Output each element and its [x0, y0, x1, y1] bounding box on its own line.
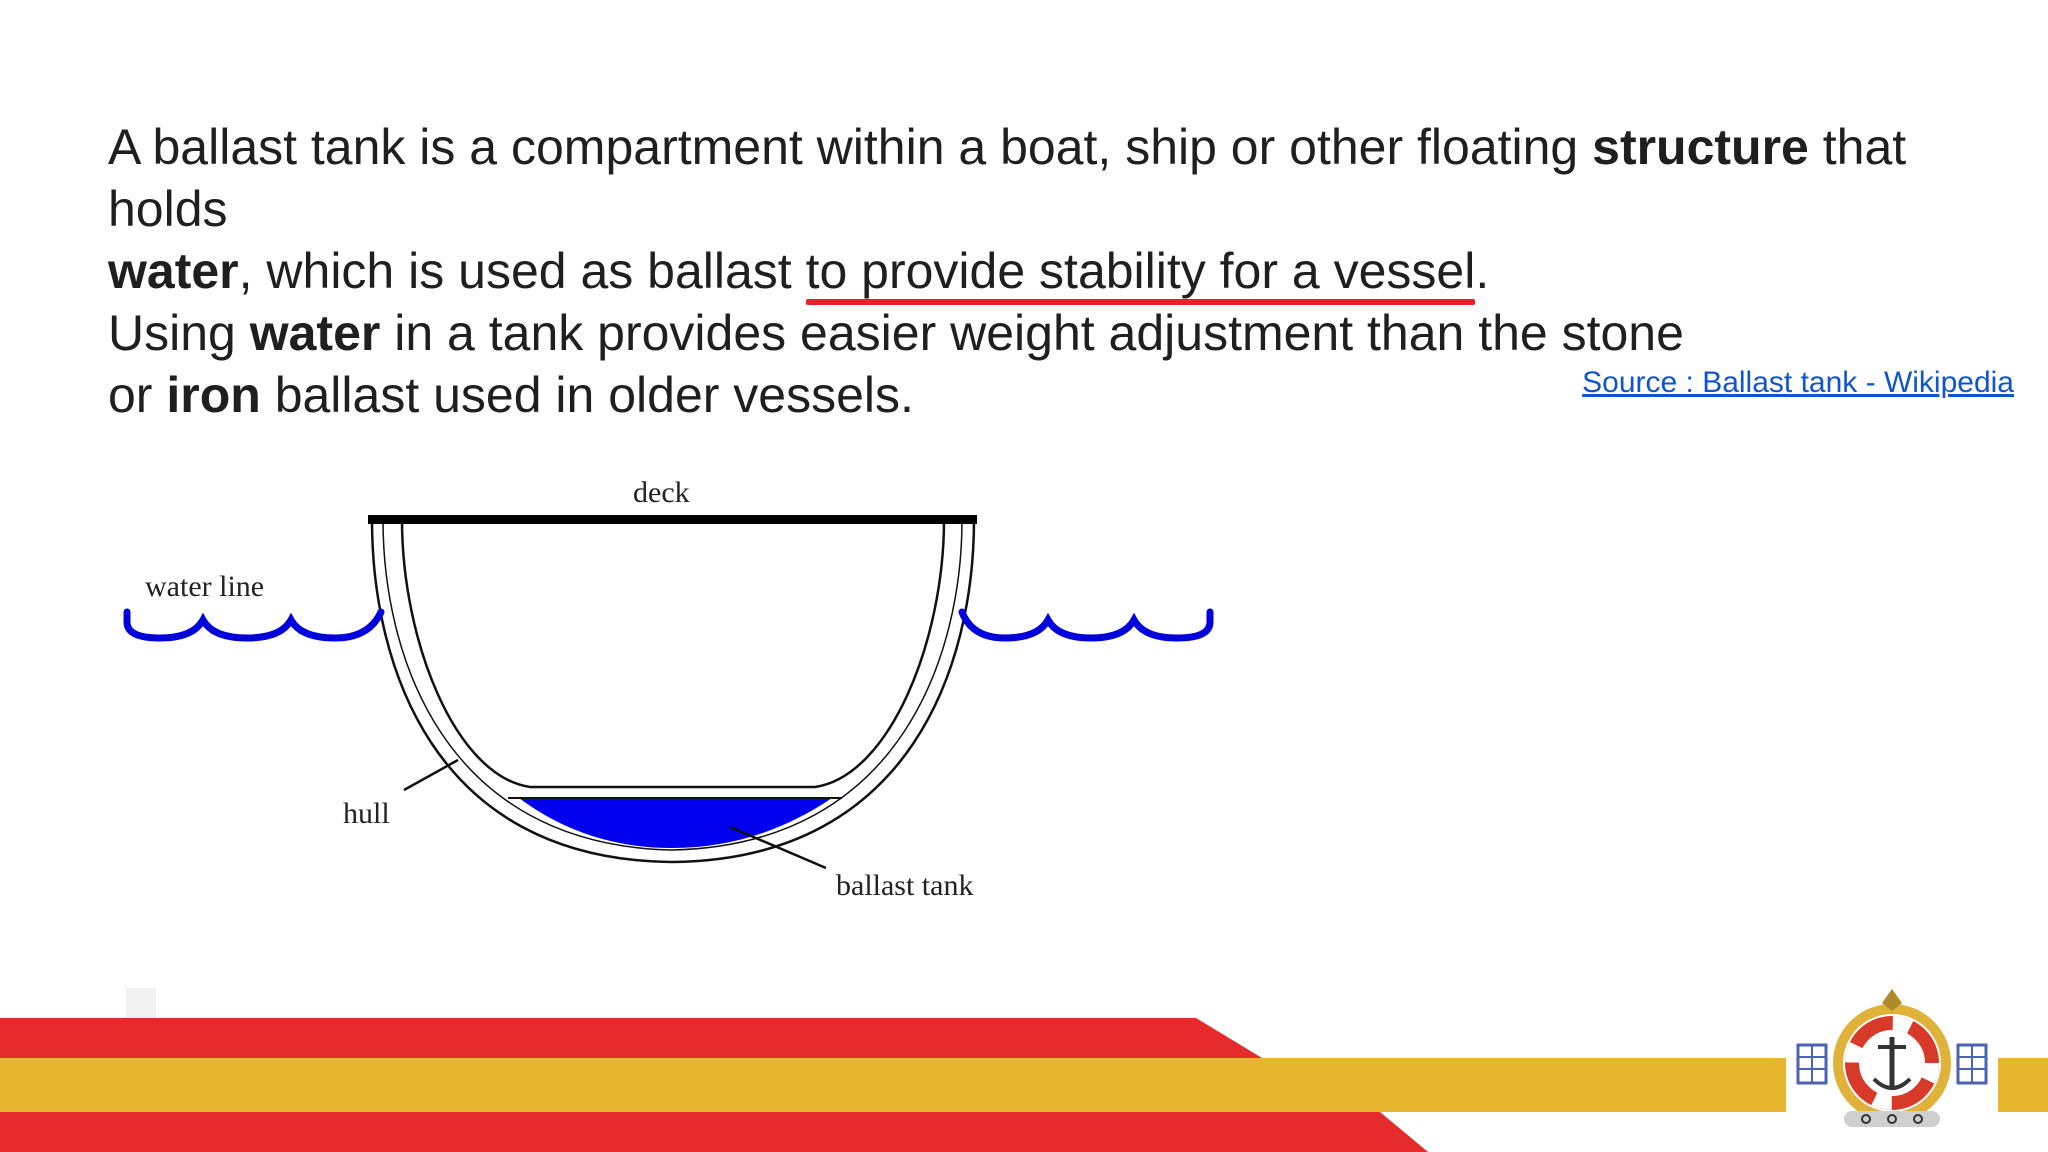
- maritime-emblem-icon: [1786, 985, 1998, 1135]
- text-run: , which is used as ballast: [238, 243, 806, 299]
- text-run: A ballast tank is a compartment within a boat, ship or other floating: [108, 119, 1593, 175]
- deck-label: deck: [633, 476, 690, 509]
- text-run: or: [108, 367, 167, 423]
- text-run: .: [1475, 243, 1490, 299]
- text-run: Using: [108, 305, 250, 361]
- red-stripe-top: [0, 1018, 1262, 1058]
- text-run: ballast used in older vessels.: [260, 367, 914, 423]
- ballast-tank-label: ballast tank: [836, 869, 974, 902]
- text-run: that holds: [108, 119, 1907, 237]
- highlighted-text: to provide stability for a vessel: [805, 243, 1476, 299]
- bold-term-water: water: [108, 243, 239, 299]
- bold-term-structure: structure: [1592, 119, 1809, 175]
- hull-label: hull: [343, 797, 390, 830]
- water-line-label: water line: [145, 570, 265, 603]
- yellow-stripe: [0, 1058, 2048, 1112]
- bold-term-water: water: [249, 305, 381, 361]
- bold-term-iron: iron: [166, 367, 261, 423]
- text-run: in a tank provides easier weight adjustment than the stone: [380, 305, 1684, 361]
- source-link[interactable]: Source : Ballast tank - Wikipedia: [1582, 366, 2014, 399]
- red-stripe-bottom: [0, 1112, 1428, 1152]
